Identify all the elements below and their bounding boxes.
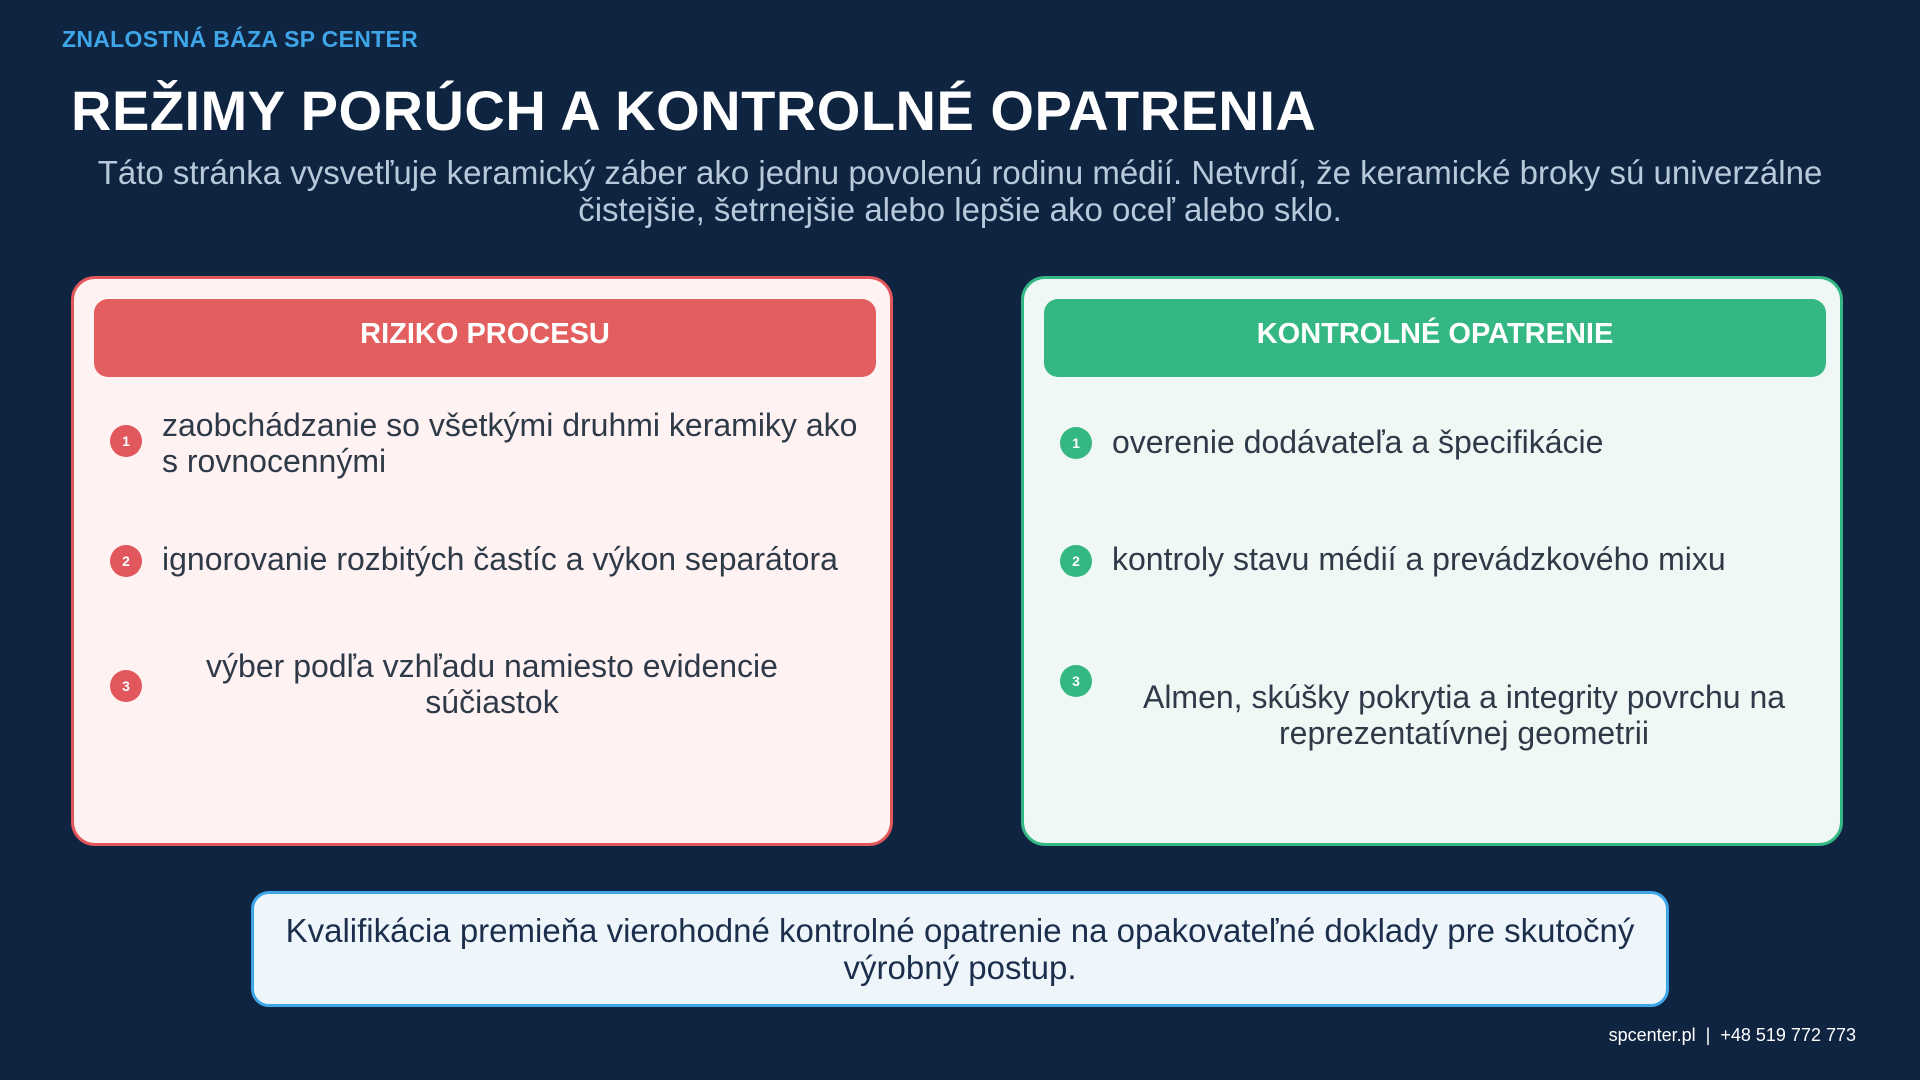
risk-card bbox=[71, 276, 893, 846]
control-item-3-badge: 3 bbox=[1060, 665, 1092, 697]
control-item-3-text: Almen, skúšky pokrytia a integrity povrchu na reprezentatívnej geometrii bbox=[1142, 679, 1786, 751]
risk-item-2-badge: 2 bbox=[110, 545, 142, 577]
control-card bbox=[1021, 276, 1843, 846]
page-subtitle: Táto stránka vysvetľuje keramický záber ako jednu povolenú rodinu médií. Netvrdí, že keramické broky sú univerzálne čistejšie, šetrnejšie alebo lepšie ako oceľ alebo sklo. bbox=[97, 154, 1823, 228]
footer-website: spcenter.pl bbox=[1608, 1025, 1696, 1045]
risk-item-3-badge: 3 bbox=[110, 670, 142, 702]
control-card-header: KONTROLNÉ OPATRENIE bbox=[1044, 299, 1826, 377]
risk-item-1-badge: 1 bbox=[110, 425, 142, 457]
risk-card-header: RIZIKO PROCESU bbox=[94, 299, 876, 377]
risk-item-3-text: výber podľa vzhľadu namiesto evidencie súčiastok bbox=[206, 648, 778, 720]
control-item-2-badge: 2 bbox=[1060, 545, 1092, 577]
risk-item-2-text: ignorovanie rozbitých častíc a výkon separátora bbox=[162, 541, 838, 577]
control-item-1-badge: 1 bbox=[1060, 427, 1092, 459]
qualification-callout: Kvalifikácia premieňa vierohodné kontrolné opatrenie na opakovateľné doklady pre skutočný výrobný postup. bbox=[251, 891, 1669, 1007]
risk-item-1-text: zaobchádzanie so všetkými druhmi keramiky ako s rovnocennými bbox=[162, 407, 858, 479]
footer-phone: +48 519 772 773 bbox=[1720, 1025, 1856, 1045]
footer-separator: | bbox=[1705, 1025, 1711, 1045]
control-item-2-text: kontroly stavu médií a prevádzkového mixu bbox=[1112, 541, 1726, 577]
control-item-1-text: overenie dodávateľa a špecifikácie bbox=[1112, 424, 1604, 460]
brand-label: ZNALOSTNÁ BÁZA SP CENTER bbox=[62, 26, 419, 52]
footer-contact bbox=[1609, 1025, 1856, 1046]
page-title: REŽIMY PORÚCH A KONTROLNÉ OPATRENIA bbox=[71, 79, 1317, 142]
